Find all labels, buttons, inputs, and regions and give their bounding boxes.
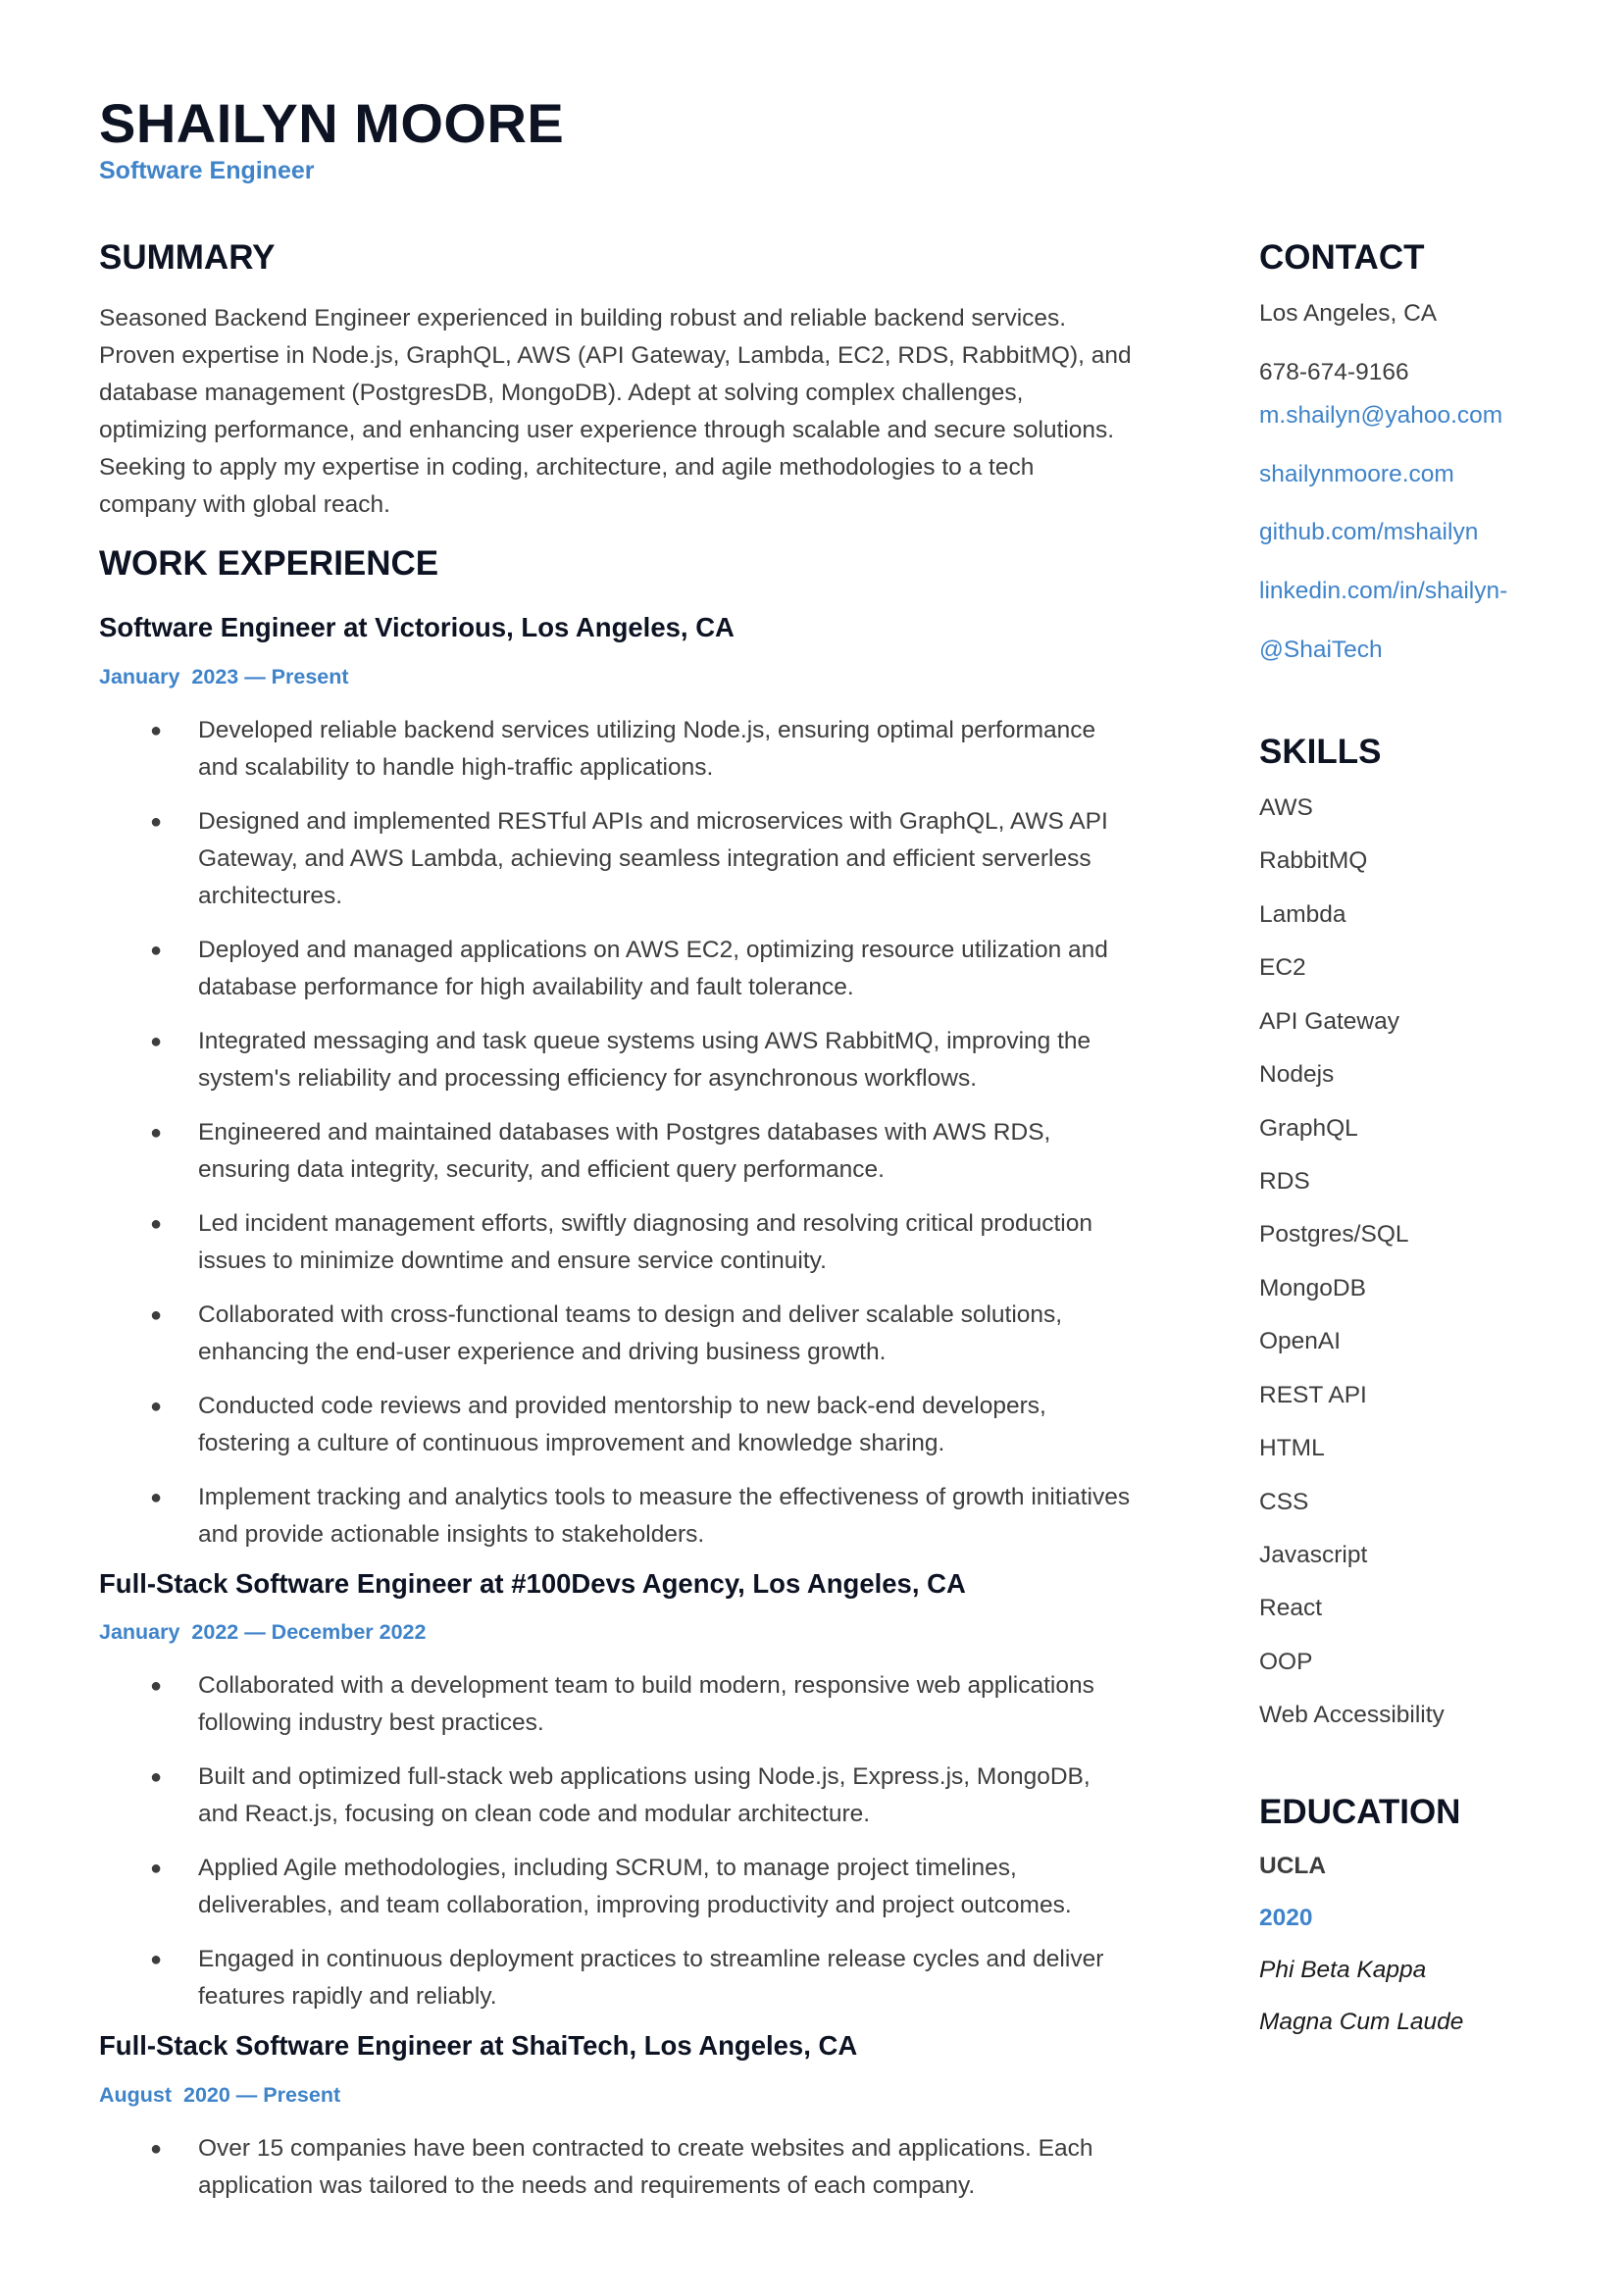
job-bullet-text: Led incident management efforts, swiftly diagnosing and resolving critical production issues to minimize downtime and ensure service continuity. xyxy=(198,1209,1093,1274)
bullet-icon: ● xyxy=(150,1949,163,1971)
skill-item: API Gateway xyxy=(1259,1007,1399,1035)
job-title: Full-Stack Software Engineer at ShaiTech, Los Angeles, CA xyxy=(99,2030,858,2062)
bullet-icon: ● xyxy=(150,1675,163,1698)
bullet-icon: ● xyxy=(150,939,163,961)
skill-item: REST API xyxy=(1259,1381,1367,1408)
job-entry xyxy=(99,2028,1134,2205)
contact-github-link[interactable]: github.com/mshailyn xyxy=(1259,519,1479,546)
skill-item: Web Accessibility xyxy=(1259,1702,1445,1729)
job-bullet-text: Conducted code reviews and provided mentorship to new back-end developers, fostering a culture of continuous improvement and knowledge sharing. xyxy=(198,1392,1046,1456)
summary-text: Seasoned Backend Engineer experienced in building robust and reliable backend services. Proven expertise in Node.js, GraphQL, AWS (API Gateway, Lambda, EC2, RDS, RabbitMQ), and database management (PostgresDB, MongoDB). Adept at solving complex challenges, optimizing performance, and enhancing user experience through scalable and secure solutions. Seeking to apply my expertise in coding, architecture, and agile methodologies to a tech company with global reach. xyxy=(99,305,1132,518)
skills-list xyxy=(1259,792,1593,1731)
job-bullet-text: Collaborated with a development team to build modern, responsive web applications following industry best practices. xyxy=(198,1672,1094,1737)
candidate-role: Software Engineer xyxy=(99,157,315,184)
main-column xyxy=(99,237,1134,2221)
job-bullet-text: Collaborated with cross-functional teams to design and deliver scalable solutions, enhancing the end-user experience and driving business growth. xyxy=(198,1300,1063,1365)
job-bullet-text: Engaged in continuous deployment practices to streamline release cycles and deliver features rapidly and reliably. xyxy=(198,1946,1104,2011)
job-bullet-text: Developed reliable backend services utilizing Node.js, ensuring optimal performance and scalability to handle high-traffic applications. xyxy=(198,716,1096,781)
job-title: Full-Stack Software Engineer at #100Devs Agency, Los Angeles, CA xyxy=(99,1567,966,1599)
skill-item: CSS xyxy=(1259,1488,1309,1515)
job-bullet-text: Integrated messaging and task queue systems using AWS RabbitMQ, improving the system's reliability and processing efficiency for asynchronous workflows. xyxy=(198,1027,1091,1092)
job-bullet-list xyxy=(99,1667,1134,2015)
contact-heading: CONTACT xyxy=(1259,238,1425,277)
skill-item: RDS xyxy=(1259,1167,1310,1195)
education-honor: Magna Cum Laude xyxy=(1259,2009,1464,2036)
job-entry xyxy=(99,1566,1134,2016)
skill-item: Nodejs xyxy=(1259,1061,1335,1089)
skill-item: MongoDB xyxy=(1259,1274,1366,1301)
job-bullet xyxy=(99,1297,1134,1371)
job-title: Software Engineer at Victorious, Los Angeles, CA xyxy=(99,612,735,642)
job-bullet-text: Built and optimized full-stack web applications using Node.js, Express.js, MongoDB, and React.js, focusing on clean code and modular architecture. xyxy=(198,1763,1091,1828)
job-dates: January 2023 — Present xyxy=(99,664,349,688)
job-bullet xyxy=(99,1114,1134,1189)
skill-item: HTML xyxy=(1259,1435,1325,1462)
sidebar-column xyxy=(1259,237,1593,2036)
bullet-icon: ● xyxy=(150,810,163,833)
contact-list xyxy=(1259,298,1593,666)
job-bullet xyxy=(99,1667,1134,1742)
skill-item: React xyxy=(1259,1595,1323,1622)
bullet-icon: ● xyxy=(150,2137,163,2160)
skill-item: RabbitMQ xyxy=(1259,847,1368,875)
job-bullet xyxy=(99,1205,1134,1280)
contact-handle-link[interactable]: @ShaiTech xyxy=(1259,637,1383,664)
skill-item: OpenAI xyxy=(1259,1328,1342,1355)
skill-item: Lambda xyxy=(1259,900,1346,928)
summary-heading: SUMMARY xyxy=(99,238,276,277)
bullet-icon: ● xyxy=(150,1303,163,1326)
bullet-icon: ● xyxy=(150,1858,163,1880)
skill-item: OOP xyxy=(1259,1648,1313,1675)
skill-item: GraphQL xyxy=(1259,1114,1358,1142)
bullet-icon: ● xyxy=(150,1766,163,1789)
work-experience-section xyxy=(99,543,1134,2205)
contact-section xyxy=(1259,237,1593,666)
job-bullet-list xyxy=(99,2130,1134,2205)
job-bullet xyxy=(99,712,1134,787)
job-bullet xyxy=(99,1850,1134,1924)
education-year: 2020 xyxy=(1259,1905,1313,1932)
job-dates: August 2020 — Present xyxy=(99,2082,341,2107)
job-bullet xyxy=(99,1023,1134,1097)
bullet-icon: ● xyxy=(150,1030,163,1052)
education-honor: Phi Beta Kappa xyxy=(1259,1957,1427,1984)
contact-linkedin-link[interactable]: linkedin.com/in/shailyn- xyxy=(1259,578,1508,605)
candidate-name: SHAILYN MOORE xyxy=(99,92,565,154)
summary-section xyxy=(99,237,1134,524)
bullet-icon: ● xyxy=(150,1486,163,1508)
work-experience-heading: WORK EXPERIENCE xyxy=(99,544,439,583)
job-bullet xyxy=(99,2130,1134,2205)
skill-item: EC2 xyxy=(1259,954,1306,982)
job-bullet xyxy=(99,1941,1134,2015)
bullet-icon: ● xyxy=(150,719,163,741)
skill-item: Javascript xyxy=(1259,1542,1368,1569)
job-bullet-text: Over 15 companies have been contracted to create websites and applications. Each application was tailored to the needs and requirements of each company. xyxy=(198,2134,1093,2199)
contact-website-link[interactable]: shailynmoore.com xyxy=(1259,460,1454,487)
bullet-icon: ● xyxy=(150,1395,163,1417)
skill-item: AWS xyxy=(1259,793,1313,821)
job-bullet xyxy=(99,1479,1134,1554)
skills-heading: SKILLS xyxy=(1259,732,1382,771)
job-bullet xyxy=(99,1759,1134,1833)
job-bullet-list xyxy=(99,712,1134,1554)
contact-location: Los Angeles, CA xyxy=(1259,300,1438,327)
education-section xyxy=(1259,1792,1593,2036)
job-bullet xyxy=(99,1388,1134,1462)
job-dates: January 2022 — December 2022 xyxy=(99,1620,427,1645)
bullet-icon: ● xyxy=(150,1121,163,1144)
job-bullet xyxy=(99,932,1134,1006)
skill-item: Postgres/SQL xyxy=(1259,1221,1409,1249)
contact-email-link[interactable]: m.shailyn@yahoo.com xyxy=(1259,401,1503,429)
contact-phone: 678-674-9166 xyxy=(1259,358,1409,385)
job-bullet-text: Deployed and managed applications on AWS EC2, optimizing resource utilization and database performance for high availability and fault tolerance. xyxy=(198,936,1108,1000)
job-bullet xyxy=(99,803,1134,915)
job-bullet-text: Implement tracking and analytics tools to measure the effectiveness of growth initiatives and provide actionable insights to stakeholders. xyxy=(198,1483,1131,1548)
job-bullet-text: Engineered and maintained databases with Postgres databases with AWS RDS, ensuring data integrity, security, and efficient query performance. xyxy=(198,1118,1051,1183)
job-bullet-text: Applied Agile methodologies, including SCRUM, to manage project timelines, deliverables, and team collaboration, improving productivity and project outcomes. xyxy=(198,1855,1072,1919)
education-heading: EDUCATION xyxy=(1259,1793,1461,1832)
education-school: UCLA xyxy=(1259,1853,1327,1880)
bullet-icon: ● xyxy=(150,1212,163,1235)
job-entry xyxy=(99,610,1134,1554)
skills-section xyxy=(1259,732,1593,1731)
job-bullet-text: Designed and implemented RESTful APIs and microservices with GraphQL, AWS API Gateway, and AWS Lambda, achieving seamless integration and efficient serverless architectures. xyxy=(198,807,1108,909)
